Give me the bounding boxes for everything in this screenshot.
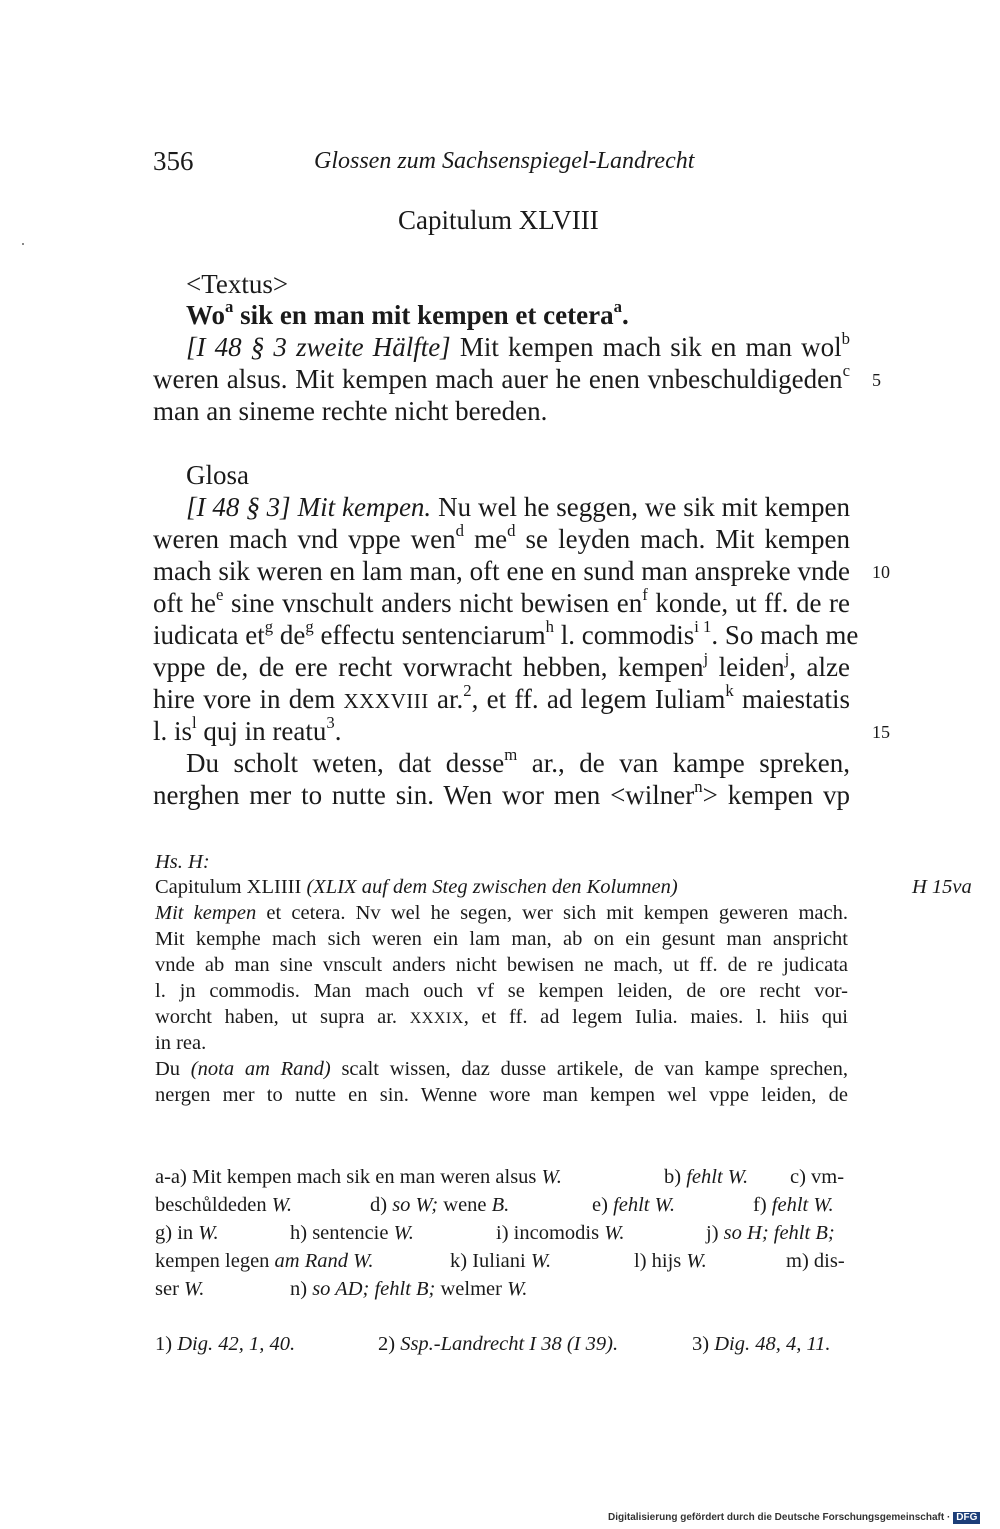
- footnote-2: 2) Ssp.-Landrecht I 38 (I 39).: [378, 1333, 619, 1355]
- apparatus-j-cont: kempen legen am Rand W.: [155, 1250, 374, 1272]
- manuscript-line-8: nergen mer to nutte en sin. Wenne wore man kempen wel vppe leiden, de: [155, 1084, 848, 1106]
- manuscript-line-3: vnde ab man sine vnscult anders nicht bewisen ne mach, ut ff. de re judicata: [155, 954, 848, 976]
- apparatus-e: e) fehlt W.: [592, 1194, 675, 1216]
- glosa-line-7: hire vore in dem XXXVIII ar.$^2$, et ff. ad legem Iuliam$^k$ maiestatis: [153, 680, 850, 714]
- manuscript-line-1: Mit kempen et cetera. Nv wel he segen, wer sich mit kempen geweren mach.: [155, 902, 848, 924]
- textus-label: <Textus>: [186, 269, 289, 299]
- manuscript-line-7: Du (nota am Rand) scalt wissen, daz dusse artikele, de van kampe sprechen,: [155, 1058, 848, 1080]
- apparatus-j: j) so H; fehlt B;: [706, 1222, 835, 1244]
- apparatus-m: m) dis-: [786, 1250, 845, 1272]
- dfg-footer: Digitalisierung gefördert durch die Deutsche Forschungsgemeinschaft · DFG: [608, 1512, 980, 1524]
- footnote-1: 1) Dig. 42, 1, 40.: [155, 1333, 296, 1355]
- footnote-3: 3) Dig. 48, 4, 11.: [692, 1333, 831, 1355]
- chapter-title: Capitulum XLVIII: [398, 205, 599, 235]
- apparatus-m-cont: ser W.: [155, 1278, 205, 1300]
- apparatus-d: d) so W; wene B.: [370, 1194, 510, 1216]
- manuscript-line-5: worcht haben, ut supra ar. XXXIX, et ff. ad legem Iulia. maies. l. hiis qui: [155, 1006, 848, 1028]
- glosa-line-6: vppe de, de ere recht vorwracht hebben, kempen$^j$ leiden$^j$, alze: [153, 648, 850, 682]
- manuscript-label: Hs. H:: [155, 851, 210, 873]
- apparatus-h: h) sentencie W.: [290, 1222, 414, 1244]
- manuscript-line-4: l. jn commodis. Man mach ouch vf se kempen leiden, de ore recht vor-: [155, 980, 848, 1002]
- glosa-line-8: l. $is^l$ quj in reatu$^3$.: [153, 712, 342, 746]
- apparatus-c-cont: beschůldeden W.: [155, 1194, 293, 1216]
- apparatus-a: a-a) Mit kempen mach sik en man weren alsus W.: [155, 1166, 562, 1188]
- line-number-10: 10: [872, 562, 890, 582]
- apparatus-b: b) fehlt W.: [664, 1166, 749, 1188]
- apparatus-k: k) Iuliani W.: [450, 1250, 552, 1272]
- textus-line-1: [I 48 § 3 zweite Hälfte] Mit kempen mach sik en man wol$^b$: [186, 328, 850, 362]
- glosa-line-3: mach sik weren en lam man, oft ene en sund man anspreke vnde: [153, 556, 850, 586]
- line-number-15: 15: [872, 722, 890, 742]
- glosa-line-4: oft $he^e$ sine vnschult anders nicht bewisen $en^f$ konde, ut ff. de re: [153, 584, 850, 618]
- apparatus-g: g) in W.: [155, 1222, 219, 1244]
- apparatus-i: i) incomodis W.: [496, 1222, 625, 1244]
- apparatus-n: n) so AD; fehlt B; welmer W.: [290, 1278, 528, 1300]
- glosa-line-1: [I 48 § 3] Mit kempen. Nu wel he seggen, we sik mit kempen: [186, 492, 850, 522]
- textus-line-3: man an sineme rechte nicht bereden.: [153, 396, 548, 426]
- manuscript-title: Capitulum XLIIII (XLIX auf dem Steg zwischen den Kolumnen): [155, 876, 678, 898]
- scan-speck: [22, 243, 24, 245]
- glosa-line-10: nerghen mer to nutte sin. Wen wor men <wilner$^n$> kempen vp: [153, 776, 850, 810]
- dfg-logo: DFG: [953, 1512, 980, 1524]
- textus-line-2: weren alsus. Mit kempen mach auer he enen vnbeschuldigeden$^c$: [153, 360, 850, 394]
- glosa-line-5: iudicata $et^g$ $de^g$ effectu sentenciarum$^h$ l. commodis$^{i 1}$. So mach me: [153, 616, 859, 650]
- glosa-line-9: Du scholt weten, dat desse$^m$ ar., de van kampe spreken,: [186, 744, 850, 778]
- page-number: 356: [153, 146, 194, 176]
- apparatus-l: l) hijs W.: [634, 1250, 707, 1272]
- manuscript-line-2: Mit kemphe mach sich weren ein lam man, ab on ein gesunt man anspricht: [155, 928, 848, 950]
- line-number-5: 5: [872, 370, 881, 390]
- folio-reference: H 15va: [912, 876, 972, 898]
- running-title: Glossen zum Sachsenspiegel-Landrecht: [314, 148, 695, 174]
- apparatus-c: c) vm-: [790, 1166, 845, 1188]
- textus-heading: Wo$^a$ sik en man mit kempen et cetera$^a$.: [186, 296, 629, 330]
- manuscript-line-6: in rea.: [155, 1032, 207, 1054]
- glosa-label: Glosa: [186, 460, 249, 490]
- glosa-line-2: weren mach vnd vppe wen$^d$ $me^d$ se leyden mach. Mit kempen: [153, 520, 850, 554]
- apparatus-f: f) fehlt W.: [753, 1194, 834, 1216]
